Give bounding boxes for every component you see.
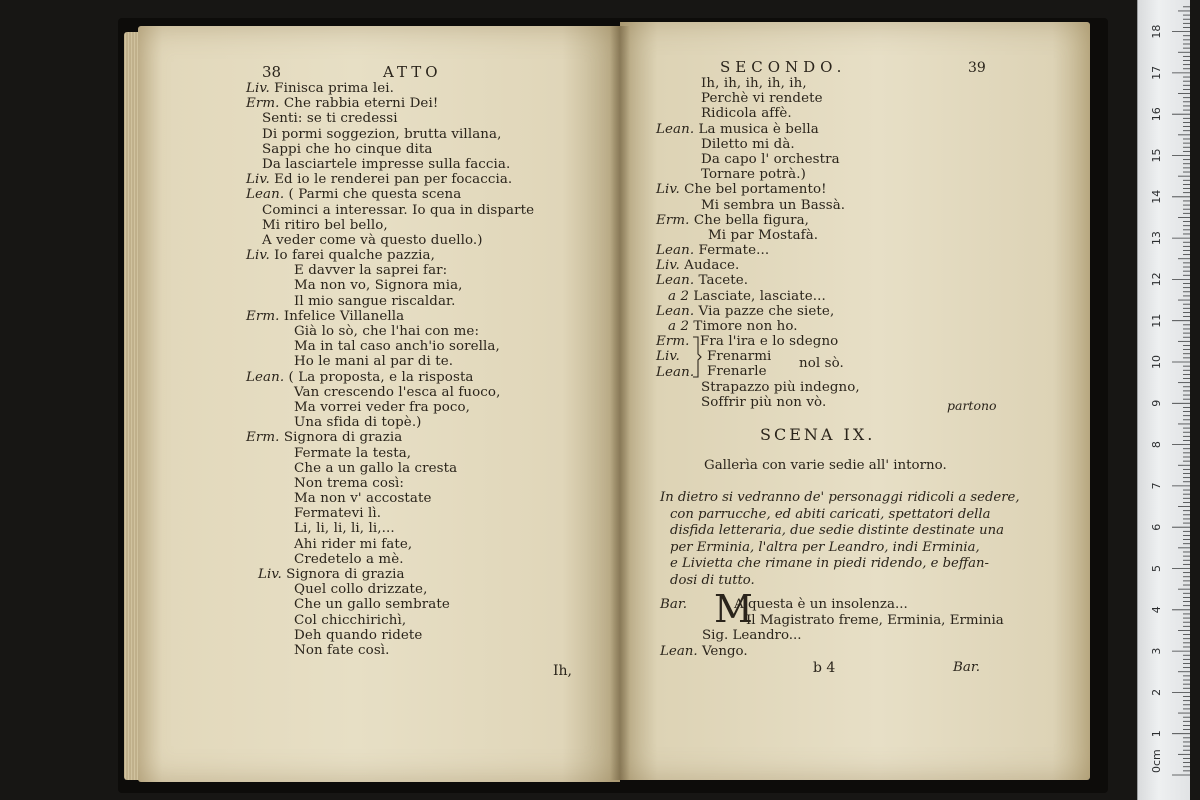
verse-text: Tacete. bbox=[698, 273, 749, 289]
ruler-label: 16 bbox=[1150, 107, 1163, 122]
verse-text: Di pormi soggezion, brutta villana, bbox=[262, 126, 502, 142]
verse-text: Che rabbia eterni Dei! bbox=[283, 96, 439, 112]
verse-line bbox=[246, 248, 534, 263]
speaker-label: Liv. bbox=[246, 81, 270, 96]
verse-text: Che un gallo sembrate bbox=[294, 597, 450, 613]
verse-text: Infelice Villanella bbox=[283, 308, 405, 324]
ruler-label: 9 bbox=[1150, 399, 1163, 407]
ruler-label: 14 bbox=[1150, 189, 1163, 204]
ruler-label: 17 bbox=[1150, 65, 1163, 80]
verse-text: Signora di grazia bbox=[286, 567, 405, 582]
verse-line bbox=[246, 203, 534, 218]
verse-line bbox=[656, 228, 860, 243]
speaker-label: Lean. bbox=[246, 369, 285, 385]
ruler-label: 3 bbox=[1150, 647, 1163, 655]
verse-text: Quel collo drizzate, bbox=[294, 582, 428, 598]
ruler-label: 4 bbox=[1150, 606, 1163, 614]
speaker-label: Erm. bbox=[246, 308, 280, 324]
verse-text: Diletto mi dà. bbox=[701, 136, 795, 152]
right-running-head: SECONDO. bbox=[720, 58, 847, 76]
verse-text: E davver la saprei far: bbox=[294, 263, 448, 279]
speaker-label: Liv. bbox=[246, 248, 270, 264]
verse-text: Credetelo a mè. bbox=[294, 551, 404, 567]
verse-line bbox=[246, 385, 534, 400]
trio-side-text: nol sò. bbox=[799, 356, 844, 372]
right-page-number: 39 bbox=[968, 60, 986, 76]
verse-line bbox=[246, 81, 534, 96]
verse-text: La musica è bella bbox=[698, 121, 819, 137]
speaker-label: Erm. bbox=[656, 212, 690, 228]
verse-line bbox=[656, 243, 860, 258]
stage-line: con parrucche, ed abiti caricati, spettatori della bbox=[670, 506, 991, 522]
verse-text: Che bella figura, bbox=[693, 212, 810, 228]
verse-text: Li, li, li, li, li,... bbox=[294, 521, 395, 537]
verse-text: Che a un gallo la cresta bbox=[294, 460, 458, 476]
book-gutter bbox=[610, 26, 630, 780]
verse-text: A veder come và questo duello.) bbox=[262, 232, 483, 248]
verse-text: Mi sembra un Bassà. bbox=[701, 197, 846, 213]
verse-text: Non fate così. bbox=[294, 642, 390, 658]
verse-line bbox=[246, 339, 534, 354]
trio-speaker: Erm. bbox=[656, 334, 690, 350]
speaker-label: Liv. bbox=[246, 172, 270, 188]
speaker-label: Lean. bbox=[660, 643, 698, 659]
trio-speaker: Lean. bbox=[656, 364, 695, 380]
verse-text: Da capo l' orchestra bbox=[701, 151, 840, 167]
ruler-label: 2 bbox=[1150, 688, 1163, 696]
verse-text: Ma non v' accostate bbox=[294, 491, 432, 507]
scene-heading: SCENA IX. bbox=[760, 425, 876, 444]
verse-line bbox=[246, 552, 534, 567]
speaker-label: Lean. bbox=[656, 273, 695, 289]
exit-direction: partono bbox=[947, 398, 997, 413]
verse-text: Mi par Mostafà. bbox=[708, 227, 819, 243]
verse-text: Timore non ho. bbox=[693, 319, 798, 334]
verse-line bbox=[656, 167, 860, 182]
ruler-label: 18 bbox=[1150, 24, 1163, 39]
verse-line bbox=[246, 461, 534, 476]
verse-line bbox=[246, 446, 534, 461]
ruler-label: 0cm bbox=[1150, 749, 1163, 773]
verse-line bbox=[246, 597, 534, 612]
ruler-label: 10 bbox=[1150, 355, 1163, 369]
left-running-head: ATTO bbox=[383, 63, 442, 81]
speaker-label: Liv. bbox=[656, 182, 680, 198]
trio-brace-block bbox=[656, 334, 860, 380]
verse-text: Ma vorrei veder fra poco, bbox=[294, 399, 471, 415]
verse-text: Già lo sò, che l'hai con me: bbox=[294, 324, 480, 339]
verse-line bbox=[246, 370, 534, 385]
verse-text: Fermatevi lì. bbox=[294, 506, 382, 522]
scene-place: Gallerìa con varie sedie all' intorno. bbox=[704, 458, 947, 473]
verse-text: Il mio sangue riscaldar. bbox=[294, 293, 456, 309]
speaker-label: a 2 bbox=[668, 288, 690, 304]
verse-line bbox=[246, 111, 534, 126]
speaker-label: Lean. bbox=[656, 121, 695, 137]
speaker-label: Erm. bbox=[246, 96, 280, 112]
ruler-label: 13 bbox=[1150, 231, 1163, 246]
verse-text: Non trema così: bbox=[294, 475, 405, 491]
verse-line bbox=[656, 258, 860, 273]
ruler-label: 15 bbox=[1150, 148, 1163, 163]
verse-text: Che bel portamento! bbox=[684, 182, 827, 198]
measuring-ruler bbox=[1137, 0, 1190, 800]
verse-line bbox=[246, 400, 534, 415]
verse-text: Via pazze che siete, bbox=[698, 303, 835, 319]
ruler-label: 12 bbox=[1150, 272, 1163, 287]
verse-text: Lasciate, lasciate... bbox=[693, 288, 826, 304]
verse-text: Da lasciartele impresse sulla faccia. bbox=[262, 156, 511, 172]
verse-text: Ma non vo, Signora mia, bbox=[294, 278, 463, 294]
verse-line bbox=[246, 354, 534, 369]
verse-line bbox=[246, 127, 534, 142]
verse-text: Tornare potrà.) bbox=[701, 167, 806, 183]
verse-line: Strapazzo più indegno, bbox=[701, 380, 860, 396]
trio-line-2: Frenarmi bbox=[707, 349, 772, 365]
verse-text: Una sfida di topè.) bbox=[294, 415, 422, 431]
speech-line-4: Vengo. bbox=[701, 643, 748, 659]
verse-line bbox=[246, 96, 534, 111]
verse-line bbox=[246, 187, 534, 202]
verse-line: Soffrir più non vò. bbox=[701, 395, 827, 411]
verse-line bbox=[246, 521, 534, 536]
speech-line-3: Sig. Leandro... bbox=[702, 628, 802, 644]
speaker-label: Erm. bbox=[246, 430, 280, 446]
verse-text: Perchè vi rendete bbox=[701, 91, 823, 107]
speech-line-2: Il Magistrato freme, Erminia, Erminia bbox=[746, 612, 1004, 628]
stage-line: In dietro si vedranno de' personaggi ridicoli a sedere, bbox=[660, 490, 1020, 505]
final-speech bbox=[660, 597, 1004, 659]
speaker-label: Liv. bbox=[258, 567, 282, 582]
left-page-text bbox=[246, 81, 534, 658]
verse-line bbox=[246, 218, 534, 233]
speaker-label: Liv. bbox=[656, 258, 680, 274]
verse-line bbox=[656, 152, 860, 167]
verse-text: Sappi che ho cinque dita bbox=[262, 141, 433, 157]
verse-text: Finisca prima lei. bbox=[274, 81, 395, 96]
speaker-label: Lean. bbox=[656, 243, 695, 259]
trio-line-3: Frenarle bbox=[707, 364, 767, 380]
ruler-label: 11 bbox=[1150, 313, 1163, 328]
verse-line bbox=[656, 106, 860, 121]
verse-text: Senti: se ti credessi bbox=[262, 111, 398, 127]
verse-text: Fermate la testa, bbox=[294, 445, 412, 461]
left-page-number: 38 bbox=[262, 63, 282, 81]
trio-line-1: Fra l'ira e lo sdegno bbox=[700, 334, 839, 350]
verse-text: Ed io le renderei pan per focaccia. bbox=[274, 172, 513, 188]
signature-mark: b 4 bbox=[813, 660, 836, 676]
speech-line-1: A questa è un insolenza... bbox=[734, 597, 908, 612]
verse-text: Ridicola affè. bbox=[701, 106, 792, 122]
verse-line bbox=[656, 137, 860, 152]
ruler-scale bbox=[1138, 0, 1190, 800]
left-catchword: Ih, bbox=[553, 663, 572, 679]
stage-line: per Erminia, l'altra per Leandro, indi Erminia, bbox=[670, 539, 980, 555]
right-catchword: Bar. bbox=[953, 660, 981, 675]
right-page-text bbox=[656, 76, 860, 411]
verse-text: ( Parmi che questa scena bbox=[288, 187, 462, 203]
stage-line: e Livietta che rimane in piedi ridendo, e beffan- bbox=[670, 556, 989, 572]
verse-line bbox=[656, 273, 860, 288]
trio-speaker: Liv. bbox=[656, 349, 680, 365]
ruler-label: 1 bbox=[1150, 730, 1163, 738]
verse-line bbox=[656, 91, 860, 106]
verse-line bbox=[246, 643, 534, 658]
verse-line bbox=[246, 582, 534, 597]
stage-direction bbox=[660, 490, 1020, 590]
verse-line bbox=[656, 289, 860, 304]
verse-line bbox=[246, 491, 534, 506]
verse-line bbox=[246, 263, 534, 278]
stage-line: dosi di tutto. bbox=[670, 572, 755, 588]
verse-text: Io farei qualche pazzia, bbox=[274, 248, 435, 264]
verse-text: Fermate... bbox=[698, 243, 770, 259]
verse-line bbox=[656, 122, 860, 137]
verse-line bbox=[246, 324, 534, 339]
verse-line bbox=[246, 567, 534, 582]
verse-line bbox=[656, 182, 860, 197]
verse-text: Ih, ih, ih, ih, ih, bbox=[701, 76, 807, 91]
verse-line bbox=[246, 142, 534, 157]
verse-line bbox=[656, 198, 860, 213]
verse-line bbox=[656, 76, 860, 91]
ruler-label: 6 bbox=[1150, 523, 1163, 531]
verse-line bbox=[246, 278, 534, 293]
speaker-label: Bar. bbox=[660, 597, 688, 612]
ruler-label: 8 bbox=[1150, 441, 1163, 449]
stage-line: disfida letteraria, due sedie distinte destinate una bbox=[670, 523, 1005, 539]
speaker-label: Lean. bbox=[656, 303, 695, 319]
verse-line bbox=[656, 213, 860, 228]
verse-line bbox=[246, 157, 534, 172]
verse-line bbox=[246, 506, 534, 521]
verse-line bbox=[656, 304, 860, 319]
drop-cap: M bbox=[714, 587, 753, 631]
verse-line bbox=[246, 613, 534, 628]
verse-line bbox=[656, 319, 860, 334]
verse-line bbox=[246, 430, 534, 445]
verse-line bbox=[246, 476, 534, 491]
verse-line bbox=[246, 233, 534, 248]
speaker-label: Lean. bbox=[246, 187, 285, 203]
trio-speakers bbox=[656, 334, 694, 380]
verse-text: Ahi rider mi fate, bbox=[294, 536, 413, 552]
verse-line bbox=[246, 309, 534, 324]
verse-line bbox=[246, 415, 534, 430]
speaker-label: a 2 bbox=[668, 319, 690, 334]
verse-text: Cominci a interessar. Io qua in disparte bbox=[262, 202, 535, 218]
verse-text: Audace. bbox=[684, 258, 740, 274]
verse-text: Ho le mani al par di te. bbox=[294, 354, 454, 370]
verse-text: Ma in tal caso anch'io sorella, bbox=[294, 339, 500, 355]
verse-text: Signora di grazia bbox=[283, 430, 403, 446]
verse-line bbox=[246, 537, 534, 552]
verse-text: Mi ritiro bel bello, bbox=[262, 217, 388, 233]
verse-line bbox=[246, 628, 534, 643]
verse-text: Van crescendo l'esca al fuoco, bbox=[294, 384, 501, 400]
ruler-label: 5 bbox=[1150, 565, 1163, 572]
verse-text: ( La proposta, e la risposta bbox=[288, 369, 474, 385]
ruler-label: 7 bbox=[1150, 482, 1163, 490]
verse-text: Deh quando ridete bbox=[294, 627, 423, 643]
verse-line bbox=[246, 172, 534, 187]
verse-text: Col chicchirichì, bbox=[294, 612, 407, 628]
verse-line bbox=[246, 294, 534, 309]
right-dialogue-lines bbox=[656, 76, 860, 334]
